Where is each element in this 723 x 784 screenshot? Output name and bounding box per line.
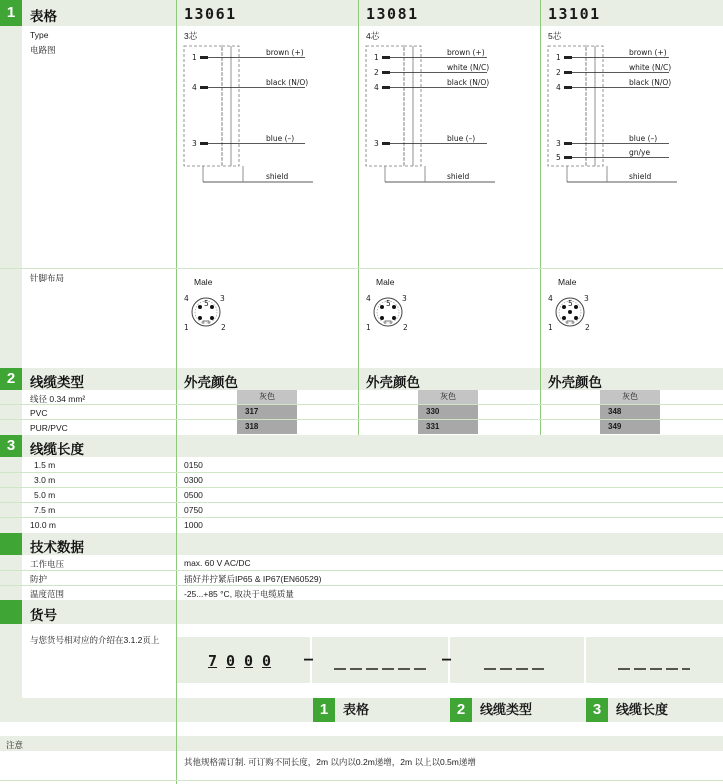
pin-number: 5 — [386, 299, 391, 308]
cable-label: PUR/PVC — [30, 423, 68, 433]
wire-label: brown (+) — [447, 48, 485, 57]
order-code-cell: 348 — [600, 405, 660, 419]
pin-number: 4 — [184, 294, 189, 303]
wire-label: white (N/C) — [629, 63, 672, 72]
section-number: 2 — [0, 368, 22, 390]
product-code: 13101 — [548, 5, 601, 23]
pin-number: 2 — [556, 68, 561, 77]
tech-value: -25...+85 °C, 取决于电缆质量 — [184, 589, 294, 599]
product-code: 13081 — [366, 5, 419, 23]
section-title: 货号 — [30, 608, 57, 623]
wire-label: blue (–) — [447, 134, 476, 143]
pinout-label: Male — [558, 277, 577, 287]
wire-label: blue (–) — [266, 134, 295, 143]
legend-item — [313, 698, 445, 722]
notes-title: 注意 — [6, 740, 24, 750]
code-digit: 0 — [226, 652, 236, 670]
pin-number: 2 — [221, 323, 226, 332]
type-value: 5芯 — [548, 31, 562, 41]
legend-label: 表格 — [343, 702, 370, 717]
pin-number: 2 — [585, 323, 590, 332]
pin-number: 4 — [556, 83, 561, 92]
length-code: 0300 — [184, 475, 203, 485]
color-header: 灰色 — [600, 390, 660, 404]
length-label: 10.0 m — [30, 520, 56, 530]
pin-number: 3 — [584, 294, 589, 303]
length-label: 7.5 m — [34, 505, 56, 515]
pin-number: 3 — [556, 139, 561, 148]
color-header: 灰色 — [418, 390, 478, 404]
pin-number: 3 — [374, 139, 379, 148]
housing-header: 外壳颜色 — [366, 375, 420, 390]
tech-value: max. 60 V AC/DC — [184, 558, 251, 568]
product-code: 13061 — [184, 5, 237, 23]
code-digit: 0 — [262, 652, 272, 670]
code-digit: 0 — [244, 652, 254, 670]
wire-label: black (N/O) — [447, 78, 490, 87]
code-dash: – — [304, 650, 314, 668]
color-header: 灰色 — [237, 390, 297, 404]
pinout-label: Male — [194, 277, 213, 287]
length-label: 5.0 m — [34, 490, 56, 500]
pin-number: 1 — [192, 53, 197, 62]
order-code-cell: 330 — [418, 405, 478, 419]
legend-item — [586, 698, 723, 722]
wire-label: blue (–) — [629, 134, 658, 143]
section-title: 技术数据 — [30, 540, 84, 555]
pin-number: 4 — [374, 83, 379, 92]
pin-number: 4 — [192, 83, 197, 92]
legend-number: 2 — [450, 698, 472, 722]
housing-header: 外壳颜色 — [184, 375, 238, 390]
type-value: 3芯 — [184, 31, 198, 41]
wire-label: black (N/O) — [629, 78, 672, 87]
shield-label: shield — [629, 172, 652, 181]
housing-header: 外壳颜色 — [548, 375, 602, 390]
row-label: Type — [30, 30, 49, 40]
cable-label: 线径 0.34 mm² — [30, 394, 86, 404]
length-code: 1000 — [184, 520, 203, 530]
section-title: 线缆类型 — [30, 375, 84, 390]
row-label: 针脚布局 — [30, 273, 65, 283]
pin-number: 5 — [568, 299, 573, 308]
legend-item — [450, 698, 582, 722]
legend-number: 1 — [313, 698, 335, 722]
pin-number: 4 — [366, 294, 371, 303]
wire-label: gn/ye — [629, 148, 651, 157]
pin-number: 1 — [184, 323, 189, 332]
pin-number: 4 — [548, 294, 553, 303]
pin-number: 3 — [402, 294, 407, 303]
wire-label: black (N/O) — [266, 78, 309, 87]
pinout-label: Male — [376, 277, 395, 287]
section-number: 1 — [0, 0, 22, 26]
cable-label: PVC — [30, 408, 48, 418]
legend-number: 3 — [586, 698, 608, 722]
legend-label: 线缆长度 — [616, 702, 669, 717]
pin-number: 2 — [403, 323, 408, 332]
wire-label: white (N/C) — [447, 63, 490, 72]
tech-label: 工作电压 — [30, 559, 65, 569]
tech-value: 插好并拧紧后IP65 & IP67(EN60529) — [184, 574, 322, 584]
pin-number: 1 — [556, 53, 561, 62]
tech-label: 防护 — [30, 574, 48, 584]
length-code: 0500 — [184, 490, 203, 500]
order-code-cell: 331 — [418, 420, 478, 434]
pin-number: 1 — [374, 53, 379, 62]
notes-text: 其他规格需订制. 可订购不同长度，2m 以内以0.2m递增，2m 以上以0.5m递增 — [184, 757, 476, 767]
pin-number: 2 — [374, 68, 379, 77]
code-dash: – — [442, 650, 452, 668]
pin-number: 5 — [204, 299, 209, 308]
pin-number: 3 — [220, 294, 225, 303]
order-code-cell: 318 — [237, 420, 297, 434]
section-title: 表格 — [30, 9, 57, 24]
pin-number: 5 — [556, 153, 561, 162]
wire-label: brown (+) — [629, 48, 667, 57]
pin-number: 1 — [366, 323, 371, 332]
order-note: 与您货号相对应的介绍在3.1.2页上 — [30, 635, 160, 645]
tech-label: 温度范围 — [30, 589, 65, 599]
pin-number: 1 — [548, 323, 553, 332]
shield-label: shield — [266, 172, 289, 181]
code-digit: 7 — [208, 652, 218, 670]
shield-label: shield — [447, 172, 470, 181]
order-code-cell: 349 — [600, 420, 660, 434]
type-value: 4芯 — [366, 31, 380, 41]
length-label: 1.5 m — [34, 460, 56, 470]
length-code: 0750 — [184, 505, 203, 515]
pin-number: 3 — [192, 139, 197, 148]
legend-label: 线缆类型 — [480, 702, 533, 717]
wire-label: brown (+) — [266, 48, 304, 57]
order-code-cell: 317 — [237, 405, 297, 419]
row-label: 电路图 — [30, 45, 56, 55]
section-title: 线缆长度 — [30, 442, 84, 457]
section-number: 3 — [0, 435, 22, 457]
length-label: 3.0 m — [34, 475, 56, 485]
length-code: 0150 — [184, 460, 203, 470]
